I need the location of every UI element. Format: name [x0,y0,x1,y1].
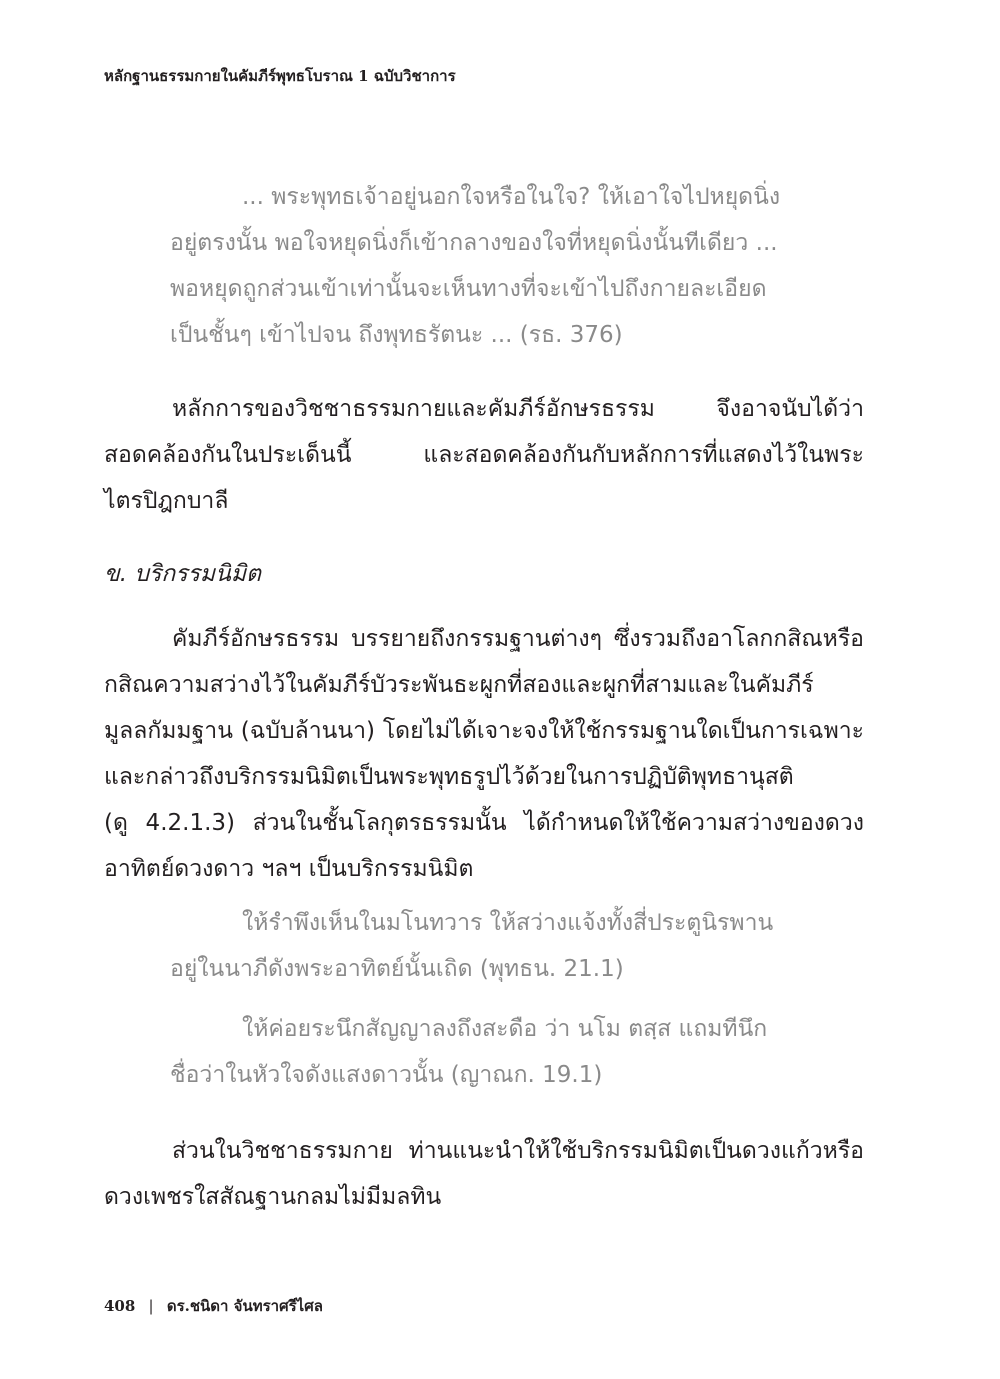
quote-line: ชื่อว่าในหัวใจดังแสงดาวนั้น (ญาณก. 19.1) [170,1062,603,1088]
author-name: ดร.ชนิดา จันทราศรีไศล [166,1297,323,1315]
paragraph-2 [104,616,864,892]
section-heading: ข. บริกรรมนิมิต [104,561,261,587]
block-quote-2 [170,900,810,992]
block-quote-1 [170,174,810,358]
quote-line: ให้ค่อยระนึกสัญญาลงถึงสะดือ ว่า นโม ตสฺส แถมทีนึก [242,1016,768,1042]
paragraph-line: อาทิตย์ดวงดาว ฯลฯ เป็นบริกรรมนิมิต [104,856,474,882]
quote-line: อยู่ในนาภีดังพระอาทิตย์นั้นเถิด (พุทธน. 21.1) [170,956,624,982]
quote-line: เป็นชั้นๆ เข้าไปจน ถึงพุทธรัตนะ ... (รธ. 376) [170,322,623,348]
paragraph-line: สอดคล้องกันในประเด็นนี้ และสอดคล้องกันกับหลักการที่แสดงไว้ในพระ [104,442,864,468]
block-quote-3 [170,1006,810,1098]
running-header: หลักฐานธรรมกายในคัมภีร์พุทธโบราณ 1 ฉบับวิชาการ [104,67,456,85]
paragraph-line: คัมภีร์อักษรธรรม บรรยายถึงกรรมฐานต่างๆ ซึ่งรวมถึงอาโลกกสิณหรือ [172,626,864,652]
paragraph-line: หลักการของวิชชาธรรมกายและคัมภีร์อักษรธรรม จึงอาจนับได้ว่า [172,396,864,422]
paragraph-line: กสิณความสว่างไว้ในคัมภีร์บัวระพันธะผูกที่สองและผูกที่สามและในคัมภีร์ [104,672,814,698]
paragraph-line: ส่วนในวิชชาธรรมกาย ท่านแนะนำให้ใช้บริกรรมนิมิตเป็นดวงแก้วหรือ [172,1138,864,1164]
quote-line: อยู่ตรงนั้น พอใจหยุดนิ่งก็เข้ากลางของใจที่หยุดนิ่งนั้นทีเดียว ... [170,230,778,256]
page-number: 408 [104,1297,136,1315]
paragraph-line: มูลลกัมมฐาน (ฉบับล้านนา) โดยไม่ได้เจาะจงให้ใช้กรรมฐานใดเป็นการเฉพาะ [104,718,864,744]
quote-line: ... พระพุทธเจ้าอยู่นอกใจหรือในใจ? ให้เอาใจไปหยุดนิ่ง [242,184,781,210]
paragraph-3 [104,1128,864,1220]
paragraph-line: (ดู 4.2.1.3) ส่วนในชั้นโลกุตรธรรมนั้น ได้กำหนดให้ใช้ความสว่างของดวง [104,810,864,836]
paragraph-1 [104,386,864,524]
page-footer [104,1294,323,1318]
footer-separator: | [148,1297,154,1315]
paragraph-line: ดวงเพชรใสสัณฐานกลมไม่มีมลทิน [104,1184,442,1210]
quote-line: ให้รำพึงเห็นในมโนทวาร ให้สว่างแจ้งทั้งสี่ประตูนิรพาน [242,910,774,936]
quote-line: พอหยุดถูกส่วนเข้าเท่านั้นจะเห็นทางที่จะเข้าไปถึงกายละเอียด [170,276,767,302]
paragraph-line: ไตรปิฎกบาลี [104,488,229,514]
paragraph-line: และกล่าวถึงบริกรรมนิมิตเป็นพระพุทธรูปไว้ด้วยในการปฏิบัติพุทธานุสติ [104,764,794,790]
